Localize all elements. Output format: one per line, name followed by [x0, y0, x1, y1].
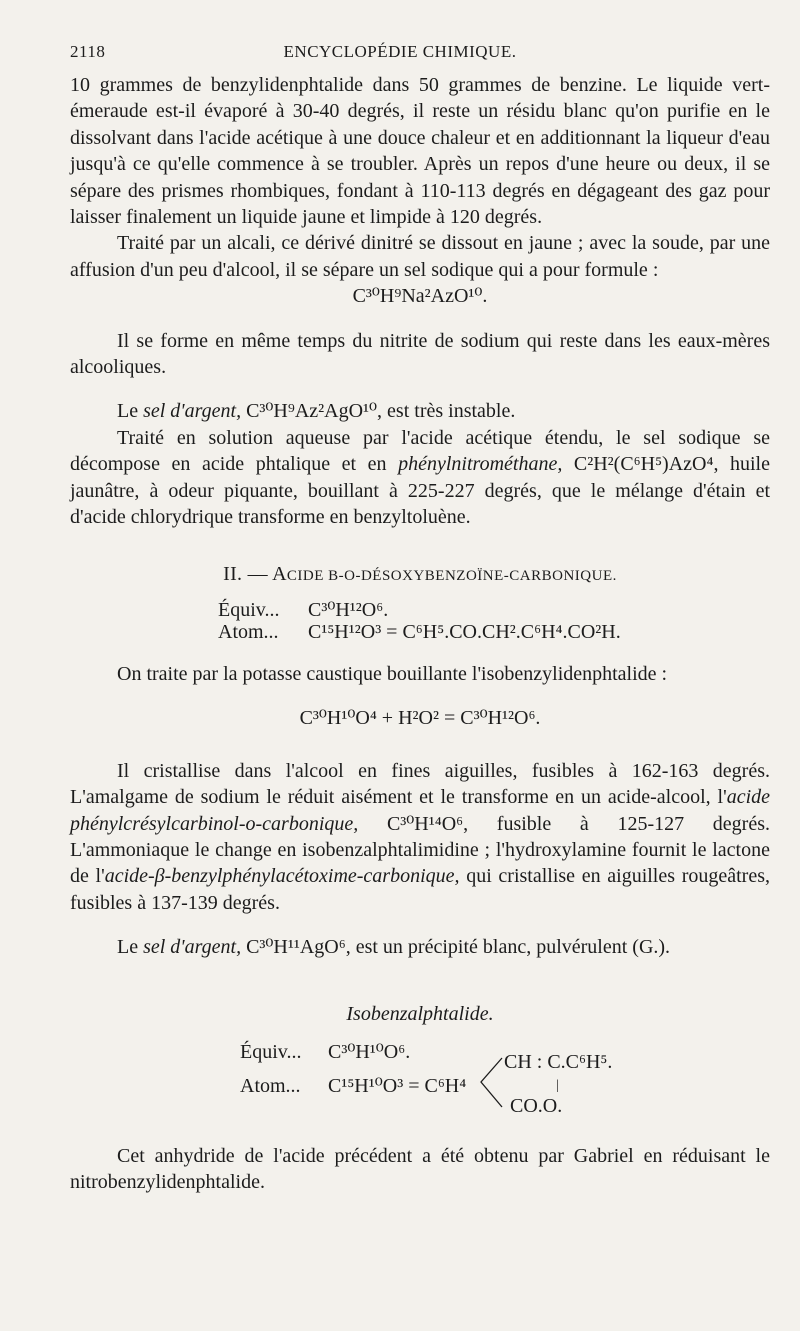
italic-term: sel d'argent, [143, 936, 242, 959]
formula-value: C³⁰H¹²O⁶. [308, 598, 389, 621]
text-run: C³⁰H⁹Az²AgO¹⁰, est très instable. [241, 400, 516, 423]
paragraph: Il se forme en même temps du nitrite de sodium qui reste dans les eaux-mères alcooliques. [70, 329, 770, 379]
formula-label: Atom... [218, 620, 279, 643]
section-number: II. — A [223, 562, 287, 585]
formula-block [70, 1033, 770, 1125]
paragraph [70, 425, 770, 531]
text-run: Le [117, 400, 144, 423]
paragraph: 10 grammes de benzylidenphtalide dans 50 grammes de benzine. Le liquide vert-émeraude est-il évaporé à 30-40 degrés, il reste un résidu blanc qu'on purifie en le dissolvant dans l'acide acétique à une douce chaleur et en additionnant la liqueur d'eau jusqu'à ce qu'elle commence à se troubler. Après un repos d'une heure ou deux, il se sépare des prismes rhombiques, fondant à 110-113 degrés en dégageant des gaz pour laisser finalement un liquide jaune et limpide à 120 degrés. [70, 74, 770, 229]
formula-label: Équiv... [240, 1040, 302, 1063]
italic-term: sel d'argent, [143, 400, 242, 423]
section-heading [70, 561, 770, 589]
formula-row [240, 1073, 466, 1099]
paragraph: Cet anhydride de l'acide précédent a été obtenu par Gabriel en réduisant le nitrobenzylidenphtalide. [70, 1144, 770, 1194]
text-run: Il cristallise dans l'alcool en fines aiguilles, fusibles à 162-163 degrés. L'amalgame de sodium le réduit aisément et le transforme en un acide-alcool, l' [70, 759, 770, 809]
paragraph [70, 398, 770, 424]
italic-term: acide phénylcrésylcarbinol-o-carbonique, [70, 786, 770, 835]
bond-mark: | [556, 1077, 559, 1093]
paragraph: On traite par la potasse caustique bouillante l'isobenzylidenphtalide : [117, 662, 668, 685]
formula-label: Équiv... [218, 598, 280, 621]
formula-value: C¹⁵H¹⁰O³ = C⁶H⁴ [328, 1074, 467, 1097]
paragraph: Traité par un alcali, ce dérivé dinitré se dissout en jaune ; avec la soude, par une affusion d'un peu d'alcool, il se sépare un sel sodique qui a pour formule : [70, 232, 770, 281]
text-run: Traité en solution aqueuse par l'acide acétique étendu, le sel sodique se décompose en acide phtalique et en [70, 426, 770, 476]
formula-row [218, 621, 770, 643]
formula-row [218, 599, 770, 621]
page-number: 2118 [70, 42, 106, 61]
text-run: qui cristallise en aiguilles rougeâtres, fusibles à 137-139 degrés. [70, 865, 770, 914]
formula-label: Atom... [240, 1074, 301, 1097]
formula-block [218, 599, 770, 643]
text-run: C³⁰H¹⁴O⁶, fusible à 125-127 degrés. L'ammoniaque le change en isobenzalphtalimidine ; l'hydroxylamine fournit le lactone de l' [70, 812, 770, 888]
text-run: C²H²(C⁶H⁵)AzO⁴, huile jaunâtre, à odeur piquante, bouillant à 225-227 degrés, que le mélange d'étain et d'acide chlorydrique transforme en benzyltoluène. [70, 453, 770, 529]
branch-bracket-icon [478, 1055, 504, 1111]
formula-value: C³⁰H¹⁰O⁶. [328, 1040, 411, 1063]
page-body [70, 72, 770, 1196]
formula: C³⁰H⁹Na²AzO¹⁰. [352, 285, 488, 308]
paragraph [70, 758, 770, 916]
italic-term: acide-β-benzylphénylacétoxime-carbonique, [104, 865, 460, 888]
formula-value: C¹⁵H¹²O³ = C⁶H⁵.CO.CH².C⁶H⁴.CO²H. [308, 620, 621, 643]
paragraph [70, 934, 770, 960]
branch-top: CH : C.C⁶H⁵. [504, 1050, 613, 1073]
text-run: C³⁰H¹¹AgO⁶, est un précipité blanc, pulvérulent (G.). [241, 936, 671, 959]
formula-row [240, 1039, 410, 1065]
text-run: Le [117, 936, 144, 959]
running-title: ENCYCLOPÉDIE CHIMIQUE. [283, 42, 517, 61]
section-title-text: CIDE Β-O-DÉSOXYBENZOÏNE-CARBONIQUE. [286, 567, 617, 584]
branch-bottom: CO.O. [510, 1094, 563, 1117]
subsection-title: Isobenzalphtalide. [346, 1002, 494, 1025]
formula: C³⁰H¹⁰O⁴ + H²O² = C³⁰H¹²O⁶. [299, 707, 541, 730]
italic-term: phénylnitrométhane, [398, 453, 563, 476]
